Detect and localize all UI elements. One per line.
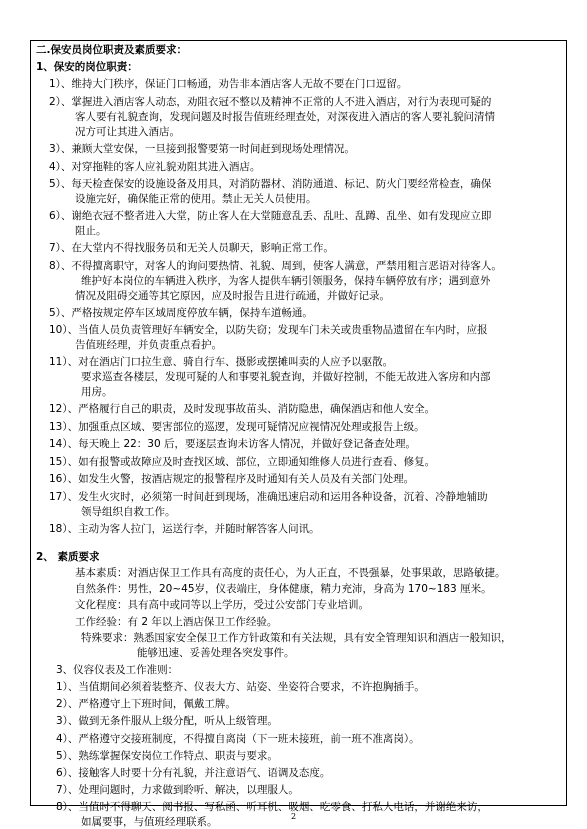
quality-line: 文化程度：具有高中或同等以上学历，受过公安部门专业培训。 <box>75 599 369 611</box>
quality-line: 基本素质：对酒店保卫工作具有高度的责任心，为人正直，不畏强暴，处事果敢，思路敏捷。 <box>75 567 506 579</box>
duty-line: 客人要有礼貌查询，发现问题及时报告值班经理查处，对深夜进入酒店的客人要礼貌问清情 <box>75 111 495 123</box>
duty-line: 领导组织自救工作。 <box>81 506 176 518</box>
duty-line: 5）、严格按规定停车区域周度停放车辆，保持车道畅通。 <box>49 307 313 319</box>
quality-line: 工作经验：有 2 年以上酒店保卫工作经验。 <box>75 616 278 628</box>
rule-line: 3）、做到无条件服从上级分配，听从上级管理。 <box>56 715 278 727</box>
rule-line: 5）、熟练掌握保安岗位工作特点、职责与要求。 <box>56 750 278 762</box>
duty-line: 3）、兼顾大堂安保，一旦接到报警要第一时间赶到现场处理情况。 <box>49 143 355 155</box>
page-number: 2 <box>290 812 297 821</box>
rule-line: 8）、当值时不得聊天、阅书报、写私函、听耳机、吸烟、吃零食、打私人电话，并谢绝来访， <box>56 801 488 813</box>
section1-title: 1、保安的岗位职责： <box>36 61 138 73</box>
duty-line: 7）、在大堂内不得找服务员和无关人员聊天，影响正常工作。 <box>49 242 334 254</box>
duty-line: 14）、每天晚上 22：30 后，要逐层查询未访客人情况，并做好登记备查处理。 <box>49 438 417 450</box>
duty-line: 要求巡查各楼层，发现可疑的人和事要礼貌查询，并做好控制，不能无故进入客房和内部 <box>81 371 491 383</box>
duty-line: 10）、当值人员负责管理好车辆安全，以防失窃；发现车门未关或贵重物品遗留在车内时，应报 <box>49 324 488 336</box>
quality-line: 特殊要求：熟悉国家安全保卫工作方针政策和有关法规，具有安全管理知识和酒店一般知识， <box>81 632 512 644</box>
duty-line: 6）、谢绝衣冠不整者进入大堂，防止客人在大堂随意乱丢、乱吐、乱蹲、乱坐、如有发现应立即 <box>49 210 492 222</box>
rule-line: 6）、接触客人时要十分有礼貌，并注意语气、语调及态度。 <box>56 767 331 779</box>
rule-line: 4）、严格遵守交接班制度，不得擅自离岗（下一班未接班，前一班不准离岗）。 <box>56 733 420 745</box>
rule-line: 如属要事，与值班经理联系。 <box>81 816 218 828</box>
duty-line: 1）、维持大门秩序，保证门口畅通，劝告非本酒店客人无故不要在门口逗留。 <box>49 78 408 90</box>
duty-line: 用房。 <box>81 386 113 398</box>
duty-line: 12）、严格履行自己的职责，及时发现事故苗头、消防隐患，确保酒店和他人安全。 <box>49 403 436 415</box>
duty-line: 16）、如发生火警，按酒店规定的报警程序及时通知有关人员及有关部门处理。 <box>49 473 415 485</box>
section2-title: 2、 素质要求 <box>36 551 100 563</box>
duty-line: 4）、对穿拖鞋的客人应礼貌劝阻其进入酒店。 <box>49 161 261 173</box>
duty-line: 5）、每天检查保安的设施设备及用具，对消防器材、消防通道、标记、防火门要经常检查，确保 <box>49 178 492 190</box>
duty-line: 告值班经理，并负责重点看护。 <box>75 339 222 351</box>
rule-line: 1）、当值期间必须着装整齐、仪表大方、站姿、坐姿符合要求，不许抱胸插手。 <box>56 681 425 693</box>
quality-line: 自然条件：男性，20~45岁，仪表端庄，身体健康，精力充沛，身高为 170~183 厘米。 <box>75 583 492 595</box>
rules-title: 3、仪容仪表及工作准则： <box>56 664 179 676</box>
duty-line: 阻止。 <box>75 225 107 237</box>
duty-line: 维护好本岗位的车辆进入秩序，为客人提供车辆引领服务，保持车辆停放有序；遇到意外 <box>81 275 491 287</box>
duty-line: 8）、不得擅离职守，对客人的询问要热情、礼貌、周到，使客人满意，严禁用粗言恶语对待客人。 <box>49 260 502 272</box>
duty-line: 况方可让其进入酒店。 <box>75 126 180 138</box>
duty-line: 18）、主动为客人拉门，运送行李，并随时解答客人问讯。 <box>49 523 320 535</box>
duty-line: 情况及阻碍交通等其它原因，应及时报告且进行疏通，并做好记录。 <box>75 290 390 302</box>
duty-line: 17）、发生火灾时，必须第一时间赶到现场，准确迅速启动和运用各种设备，沉着、冷静地辅助 <box>49 491 488 503</box>
duty-line: 11）、对在酒店门口拉生意、骑自行车、摄影或摆摊叫卖的人应予以驱散。 <box>49 356 394 368</box>
duty-line: 2）、掌握进入酒店客人动态，劝阻衣冠不整以及精神不正常的人不进入酒店，对行为表现可疑的 <box>49 96 492 108</box>
duty-line: 15）、如有报警或故障应及时查找区域、部位，立即通知维修人员进行查看、修复。 <box>49 456 436 468</box>
duty-line: 设施完好，确保能正常的使用。禁止无关人员使用。 <box>75 193 317 205</box>
rule-line: 7）、处理问题时，力求做到聆听、解决，以理服人。 <box>56 784 299 796</box>
document-heading: 二.保安员岗位职责及素质要求： <box>36 44 187 56</box>
duty-line: 13）、加强重点区域、要害部位的巡逻，发现可疑情况应视情况处理或报告上级。 <box>49 421 425 433</box>
quality-line: 能够迅速、妥善处理各突发事件。 <box>137 647 295 659</box>
rule-line: 2）、严格遵守上下班时间，佩戴工牌。 <box>56 698 236 710</box>
